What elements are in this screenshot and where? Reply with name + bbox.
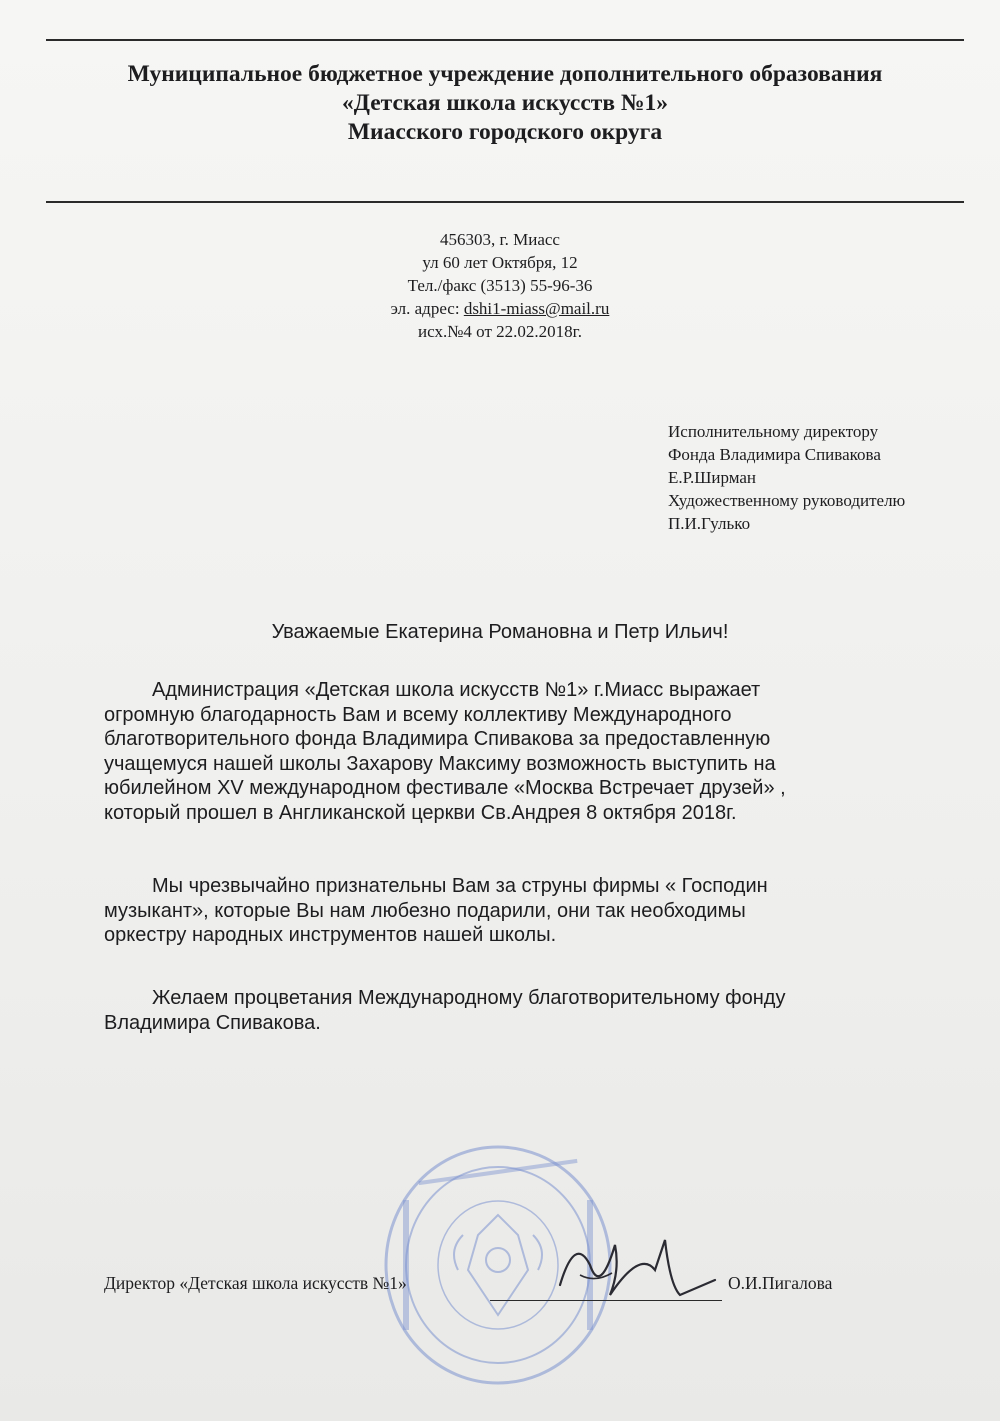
sender-address xyxy=(320,228,680,343)
letterhead-line-1: Муниципальное бюджетное учреждение дополнительного образования xyxy=(127,61,883,87)
paragraph-3 xyxy=(104,986,954,1035)
letterhead-line-3: Миасского городского округа xyxy=(347,119,663,145)
letterhead xyxy=(46,60,964,147)
email-line xyxy=(320,297,680,320)
letterhead-line-2: «Детская школа искусств №1» xyxy=(341,90,669,116)
paragraph-line: огромную благодарность Вам и всему коллективу Международного xyxy=(104,703,732,726)
handwritten-signature xyxy=(520,1225,720,1315)
paragraph-2 xyxy=(104,874,954,948)
paragraph-line: Администрация «Детская школа искусств №1» г.Миасс выражает xyxy=(152,679,761,701)
paragraph-line: музыкант», которые Вы нам любезно подарили, они так необходимы xyxy=(104,899,746,922)
paragraph-line: Владимира Спивакова. xyxy=(104,1011,321,1034)
paragraph-line: благотворительного фонда Владимира Спивакова за предоставленную xyxy=(104,728,771,750)
recipient-line-3: Е.Р.Ширман xyxy=(668,468,756,487)
outgoing-number: исх.№4 от 22.02.2018г. xyxy=(418,322,582,341)
recipient-line-5: П.И.Гулько xyxy=(668,514,751,533)
header-top-rule xyxy=(46,39,964,41)
email-link[interactable]: dshi1-miass@mail.ru xyxy=(463,299,610,318)
paragraph-line: юбилейном XV международном фестивале «Москва Встречает друзей» , xyxy=(104,777,786,799)
recipient-line-1: Исполнительному директору xyxy=(668,422,879,441)
phone-line: Тел./факс (3513) 55-96-36 xyxy=(407,276,593,295)
greeting: Уважаемые Екатерина Романовна и Петр Ильич! xyxy=(271,621,729,643)
paragraph-1 xyxy=(104,678,954,825)
paragraph-line: Желаем процветания Международному благотворительному фонду xyxy=(152,987,786,1009)
postal-line: 456303, г. Миасс xyxy=(440,230,560,249)
signature-name: О.И.Пигалова xyxy=(728,1273,833,1293)
recipient-block xyxy=(668,420,905,535)
header-bottom-rule xyxy=(46,201,964,203)
paragraph-line: учащемуся нашей школы Захарову Максиму возможность выступить на xyxy=(104,752,776,775)
recipient-line-4: Художественному руководителю xyxy=(668,491,906,510)
recipient-line-2: Фонда Владимира Спивакова xyxy=(668,445,881,464)
signature-line xyxy=(490,1300,722,1301)
signature-title: Директор «Детская школа искусств №1» xyxy=(104,1273,407,1293)
paragraph-line: Мы чрезвычайно признательны Вам за струны фирмы « Господин xyxy=(152,875,768,897)
paragraph-line: который прошел в Англиканской церкви Св.Андрея 8 октября 2018г. xyxy=(104,801,737,824)
email-label: эл. адрес: xyxy=(390,299,464,318)
street-line: ул 60 лет Октября, 12 xyxy=(422,253,578,272)
paragraph-line: оркестру народных инструментов нашей школы. xyxy=(104,924,557,946)
